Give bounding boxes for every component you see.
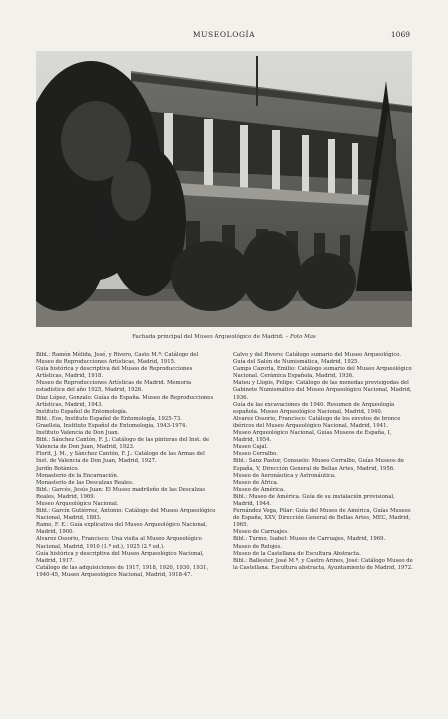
entry-text: Calvo y del Rivero: Catálogo sumario del Museo Arqueológico. Guía del Salón de Numismática, Madrid, 1925. [233,352,402,366]
entry-prefix: Bibl.: [233,493,249,500]
entry-text: Alvarez Ossorio, Francisco: Una visita al Museo Arqueológico Nacional, Madrid, 1910 (1.ª ed.), 1925 (2.ª ed.). [36,536,202,550]
left-column [36,352,216,579]
bibliography-entry [233,444,413,451]
entry-text: Museo Arqueológico Nacional, Guías Museos de España, I, Madrid, 1954. [233,430,392,444]
entry-text: Museo de América. [233,486,285,493]
bibliography-entry [36,508,216,522]
bibliography-entry [233,480,413,487]
entry-text: Sánchez Cantón, F. J.: Catálogo de las pinturas del Inst. de Valencia de Don Juan, Madrid, 1923. [36,437,210,451]
bibliography-entry [233,380,413,401]
entry-text: Museo de África. [233,479,279,486]
bibliography-entry [36,565,216,579]
entry-text: Guía de las excavaciones de 1940. Resumen de Arqueología española. Museo Arqueológico Nacional, Madrid, 1940. [233,401,395,415]
right-column [233,352,413,572]
bibliography-entry [233,536,413,543]
bibliography-entry [36,480,216,487]
caption-text: Fachada principal del Museo Arqueológico de Madrid. – [132,334,289,340]
entry-text: Garcín Gutiérrez, Antonio: Catálogo del Museo Arqueológico Nacional, Madrid, 1883. [36,508,216,522]
running-title: MUSEOLOGÍA [192,30,256,39]
bibliography-entry [36,536,216,550]
entry-text: Sanz Pastor, Consuelo: Museo Cerralbo, Guías Museos de España, V, Dirección General de Bellas Artes, Madrid, 1956. [233,458,404,472]
bibliography-entry [36,366,216,380]
bibliography-entry [233,529,413,536]
caption-credit: Foto Mas [290,334,316,340]
entry-text: Ramo, F. E.: Guía explicativa del Museo Arqueológico Nacional, Madrid, 1900. [36,522,208,536]
entry-text: Museo de Reproducciones Artísticas de Madrid. Memoria estadística del año 1925, Madrid, 1926. [36,380,192,394]
entry-text: Graellsia, Instituto Español de Entomología, 1943-1974. [36,422,188,429]
bibliography-entry [36,487,216,501]
entry-prefix: Bibl.: [36,415,52,422]
page-header [38,30,410,42]
entry-text: Díaz López, Gonzalo: Guías de España. Museo de Reproducciones Artísticas, Madrid, 1943. [36,394,214,408]
entry-prefix: Bibl.: [233,536,249,543]
bibliography-entry [36,466,216,473]
entry-text: Florit, J. M., y Sánchez Cantón, F. J.: Catálogo de las Armas del Inst. de Valencia de Don Juan, Madrid, 1927. [36,451,205,465]
entry-text: Museo de América. Guía de su instalación provisional, Madrid, 1944. [233,493,395,507]
entry-prefix: Bibl.: [36,437,52,444]
bibliography-entry [36,395,216,409]
bibliography-entry [36,409,216,416]
bibliography-entry [233,508,413,529]
entry-text: Alvarez Ossorio, Francisco: Catálogo de los exvotos de bronce ibéricos del Museo Arqueológico Nacional, Madrid, 1941. [233,415,401,429]
bibliography-entry [233,551,413,558]
entry-text: Eos, Instituto Español de Entomología, 1925-73. [51,415,182,422]
bibliography-entry [233,558,413,572]
bibliography-entry [233,352,413,366]
bibliography-entry [233,430,413,444]
photo-caption [36,334,412,340]
bibliography-entry [233,494,413,508]
entry-text: Garcés, Jesús Juan: El Museo madrileño de las Descalzas Reales, Madrid, 1969. [36,486,206,500]
bibliography-entry [36,423,216,430]
entry-text: Museo Cerralbo. [233,451,278,458]
entry-text: Fernández Vega, Pilar: Guía del Museo de América, Guías Museos de España, XXV, Dirección General de Bellas Artes, MEC, Madrid, 1965. [233,508,411,529]
bibliography-entry [36,551,216,565]
bibliography-entry [36,522,216,536]
entry-prefix: Bibl.: [233,557,249,564]
entry-text: Guía histórica y descriptiva del Museo Arqueológico Nacional, Madrid, 1917. [36,550,204,564]
museum-facade-photo [36,51,412,327]
bibliography-entry [36,380,216,394]
entry-text: Museo Cajal. [233,444,268,451]
bibliography-entry [36,501,216,508]
entry-text: Monasterio de las Descalzas Reales. [36,479,134,486]
entry-text: Turmo, Isabel: Museo de Carruajes, Madrid, 1969. [248,536,386,543]
bibliography-entry [233,487,413,494]
entry-text: Museo de Carruajes. [233,529,289,536]
page-number: 1069 [390,30,410,39]
entry-text: Instituto Valencia de Don Juan. [36,430,120,437]
entry-text: Museo de Aeronáutica y Astronáutica. [233,472,336,479]
entry-prefix: Bibl.: [36,486,52,493]
bibliography-entry [36,416,216,423]
entry-text: Camps Cazorla, Emilio: Catálogo sumario del Museo Arqueológico Nacional. Cerámica Española, Madrid, 1936. [233,366,412,380]
entry-text: Ballester, José M.ª, y Castro Arines, José: Catálogo Museo de la Castellana. Escultura abstracta, Ayuntamiento de Madrid, 1972. [233,557,413,571]
bibliography-entry [36,437,216,451]
bibliography-entry [36,473,216,480]
entry-text: Museo Arqueológico Nacional. [36,500,119,507]
entry-text: Guía histórica y descriptiva del Museo de Reproducciones Artísticas, Madrid, 1918. [36,366,193,380]
bibliography-entry [36,451,216,465]
entry-text: Catálogo de las adquisiciones de 1917, 1918, 1920, 1930, 1931, 1940-45, Museo Arqueológico Nacional, Madrid, 1918-47. [36,564,209,578]
bibliography-entry [233,416,413,430]
bibliography-entry [233,366,413,380]
bibliography-entry [233,473,413,480]
entry-prefix: Bibl.: [36,508,52,515]
entry-text: Mateu y Llopis, Felipe: Catálogo de las monedas previsigodas del Gabinete Numismático del Museo Arqueológico Nacional, Madrid, 1936. [233,380,412,401]
bibliography-entry [36,352,216,366]
bibliography-entry [233,544,413,551]
entry-text: Monasterio de la Encarnación. [36,472,119,479]
entry-text: Ramón Mélida, José, y Rivero, Casto M.ª: Catálogo del Museo de Reproducciones Artísticas, Madrid, 1915. [36,352,199,366]
entry-text: Museo de la Castellana de Escultura Abstracta. [233,550,361,557]
entry-text: Instituto Español de Entomología. [36,408,128,415]
bibliography-entry [233,458,413,472]
entry-text: Museo de Relojes. [233,543,282,550]
entry-prefix: Bibl.: [36,352,52,358]
bibliography-entry [233,402,413,416]
entry-prefix: Bibl.: [233,458,249,465]
entry-text: Jardín Botánico. [36,465,80,472]
